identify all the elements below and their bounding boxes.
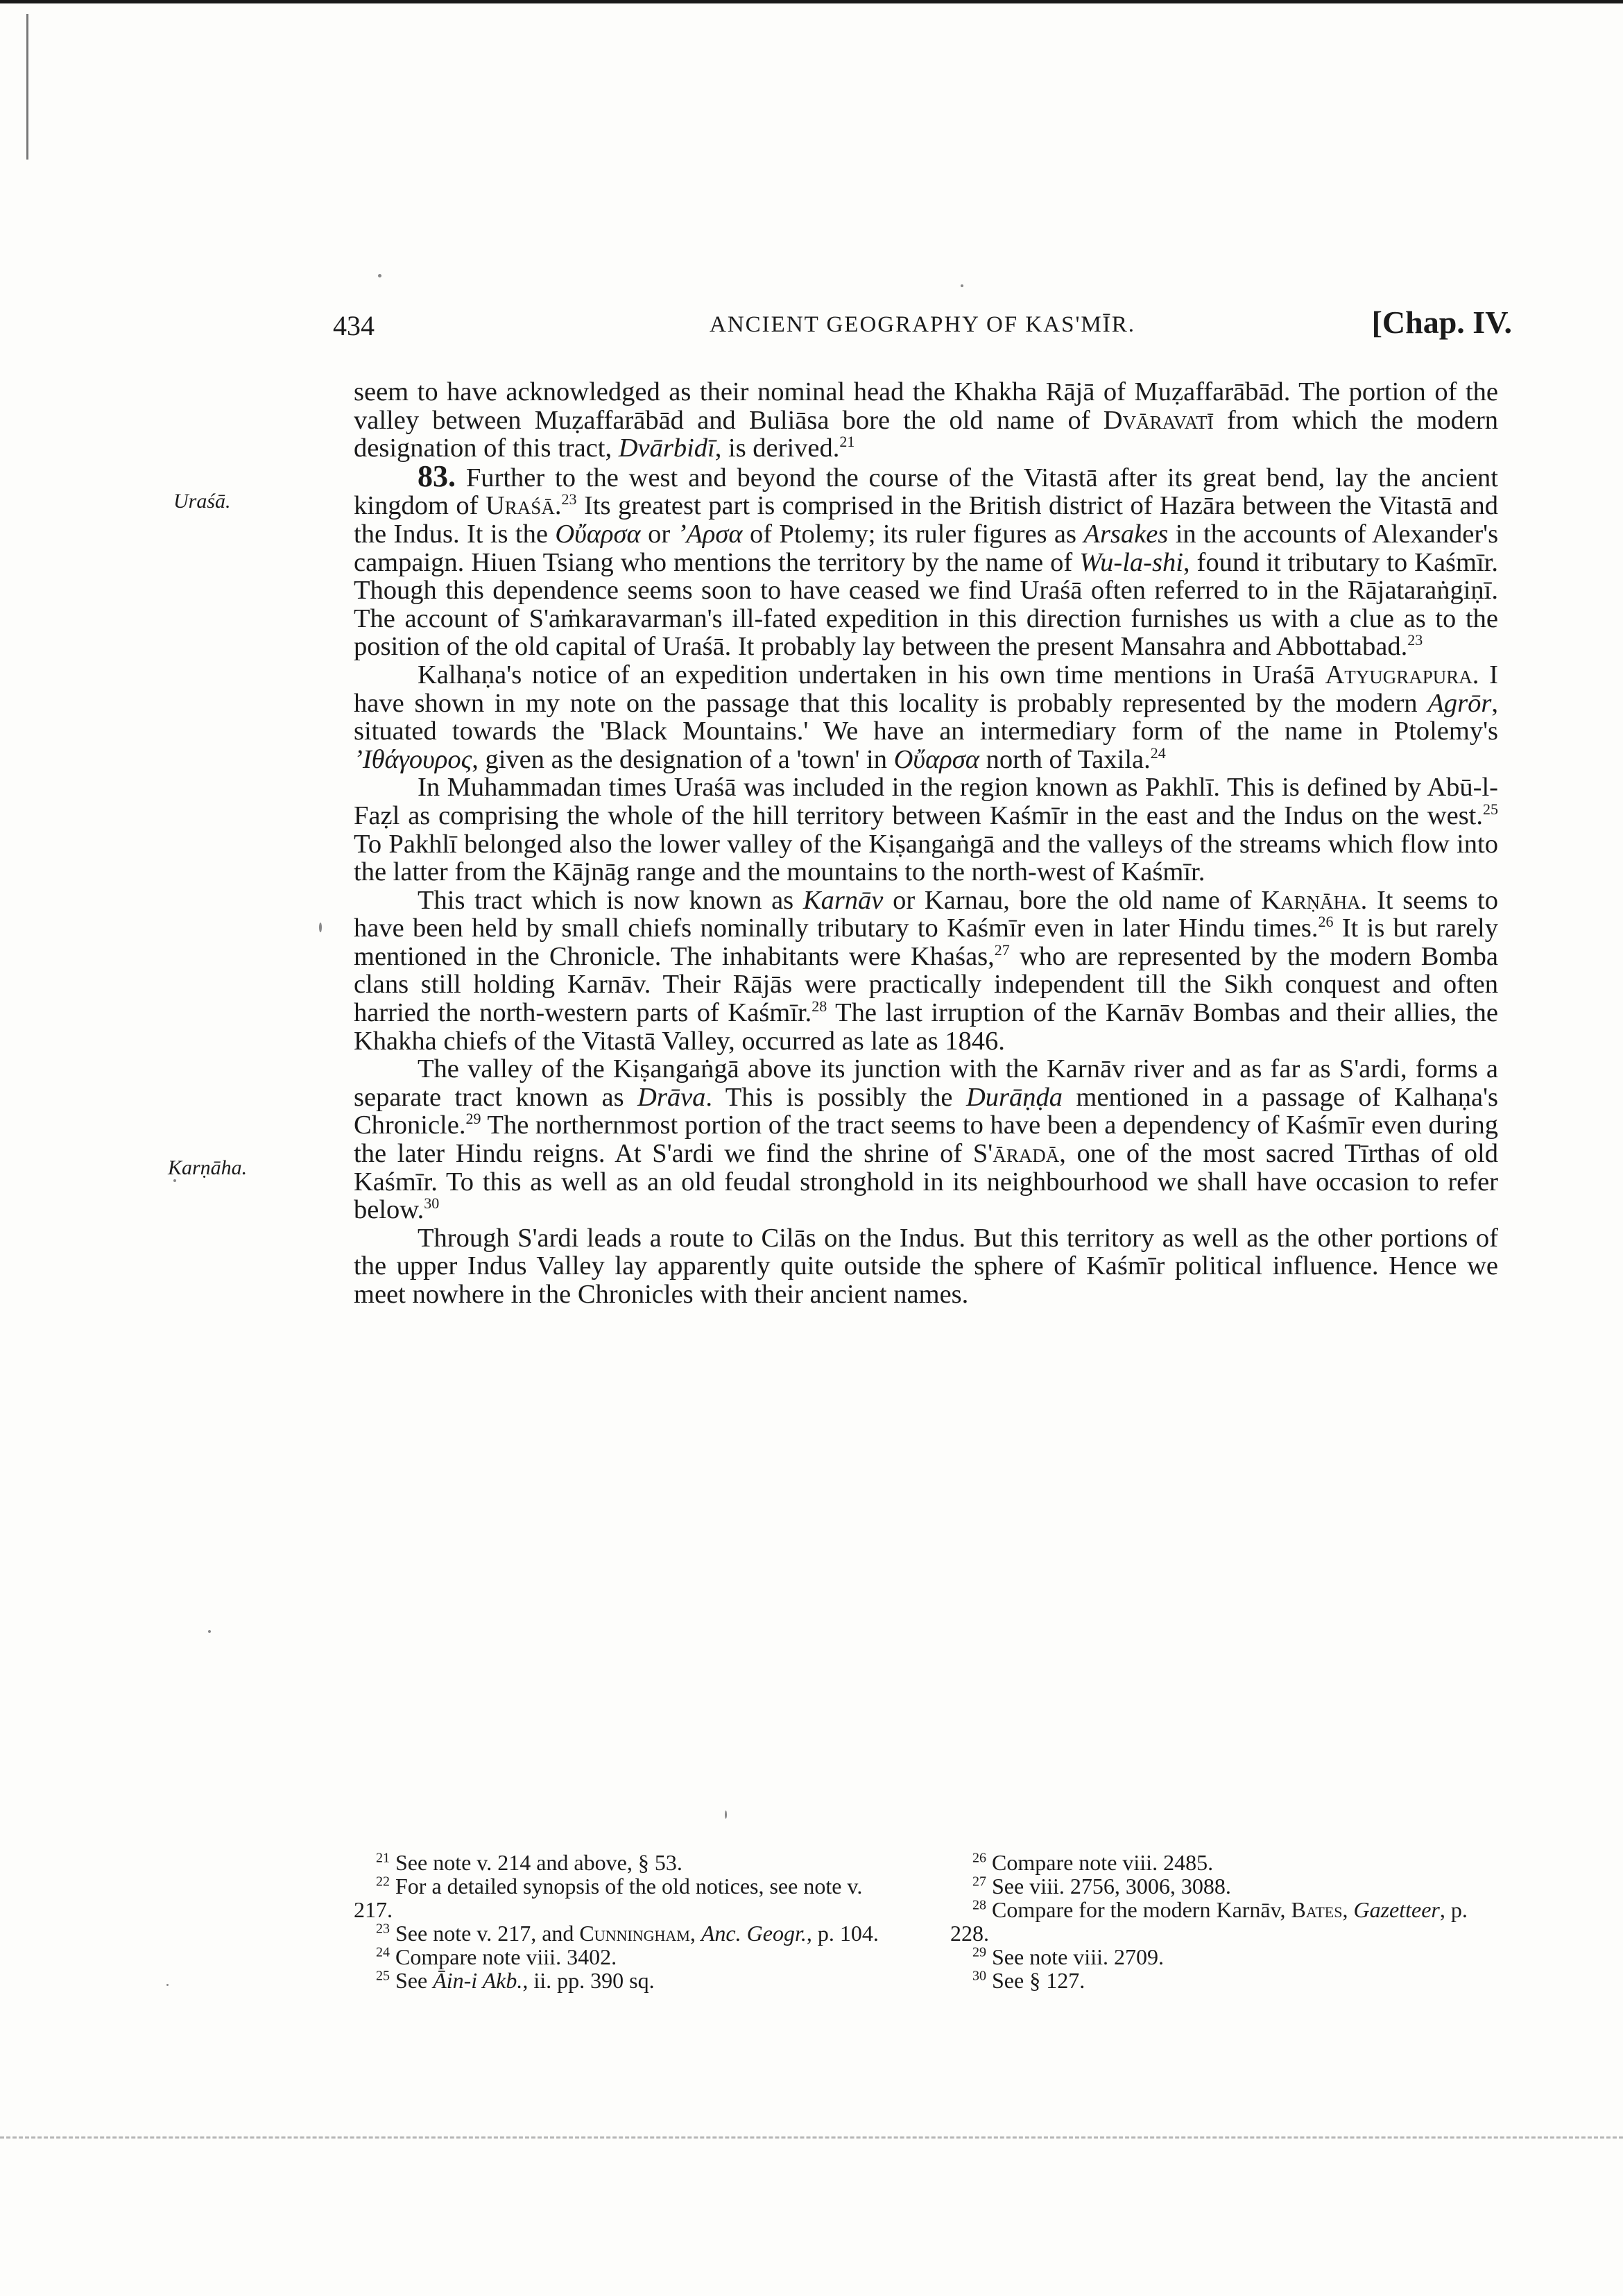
margin-note-karnaha: Karṇāha.: [168, 1156, 248, 1179]
running-title: ANCIENT GEOGRAPHY OF KAS'MĪR.: [710, 312, 1135, 337]
scan-speck: [725, 1810, 727, 1819]
footnotes-left-column: [354, 1851, 902, 1992]
paragraph-4: In Muhammadan times Uraśā was included in the region known as Pakhlī. This is defined by Abū-l-Faẓl as comprising the whole of the hill territory between Kaśmīr in the east and the Indus on the west.$^{25}$ To Pakhlī belonged also the lower valley of the Kiṣangaṅgā and the valleys of the streams which flow into the latter from the Kājnāg range and the mountains to the north-west of Kaśmīr.: [354, 773, 1498, 887]
page-number: 434: [333, 310, 375, 341]
paragraph-1: seem to have acknowledged as their nominal head the Khakha Rājā of Muẓaffarābād. The portion of the valley between Muẓaffarābād and Buliāsa bore the old name of Dvāravatī from which the modern designation of this tract, Dvārbidī, is derived.$^{21}$: [354, 377, 1499, 463]
scan-speck: [319, 923, 322, 932]
footnote-ref: 26: [1318, 913, 1334, 931]
footnotes-right-column: [950, 1851, 1498, 1992]
footnote-23: $^{23}$ See note v. 217, and Cunningham, Anc. Geogr., p. 104.: [376, 1921, 879, 1946]
footnote-26: $^{26}$ Compare note viii. 2485.: [972, 1850, 1214, 1875]
paragraph-5: This tract which is now known as Karnāv or Karnau, bore the old name of Karṇāha. It seems to have been held by small chiefs nominally tributary to Kaśmīr even in later Hindu times.$^{26}$ It is but rarely mentioned in the Chronicle. The inhabitants were Khaśas,$^{27}$ who are represented by the modern Bomba clans still holding Karnāv. Their Rājās were practically independent till the Sikh conquest and often harried the north-western parts of Kaśmīr.$^{28}$ The last irruption of the Karnāv Bombas and their allies, the Khakha chiefs of the Vitastā Valley, occurred as late as 1846.: [354, 885, 1499, 1056]
footnote-ref: 30: [424, 1194, 440, 1213]
paragraph-2: 83. Further to the west and beyond the course of the Vitastā after its great bend, lay the ancient kingdom of Uraśā.$^{23}$ Its greatest part is comprised in the British district of Hazāra between the Vitastā and the Indus. It is the Οὔαρσα or ʼΑρσα of Ptolemy; its ruler figures as Arsakes in the accounts of Alexander's campaign. Hiuen Tsiang who mentions the territory by the name of Wu-la-shi, found it tributary to Kaśmīr. Though this dependence seems soon to have ceased we find Uraśā often referred to in the Rājataraṅgiṇī. The account of S'aṁkaravarman's ill-fated expedition in this direction furnishes us with a clue as to the position of the old capital of Uraśā. It probably lay between the present Mansahra and Abbottabad.$^{23}$: [354, 459, 1499, 662]
footnote-22: $^{22}$ For a detailed synopsis of the old notices, see note v. 217.: [354, 1874, 863, 1922]
footnote-ref: 23: [1407, 631, 1423, 649]
chapter-label: [Chap. IV.: [1371, 305, 1512, 340]
scan-speck: [208, 1630, 211, 1633]
footnote-30: $^{30}$ See § 127.: [972, 1968, 1085, 1993]
main-text: [354, 378, 1498, 1309]
footnote-ref: 28: [812, 997, 827, 1016]
footnote-ref: 21: [839, 433, 855, 451]
paragraph-6: The valley of the Kiṣangaṅgā above its junction with the Karnāv river and as far as S'ardi, forms a separate tract known as Drāva. This is possibly the Durāṇḍa mentioned in a passage of Kalhaṇa's Chronicle.$^{29}$ The northernmost portion of the tract seems to have been a dependency of Kaśmīr even during the later Hindu reigns. At S'ardi we find the shrine of S'āradā, one of the most sacred Tīrthas of old Kaśmīr. To this as well as an old feudal stronghold in its neighbourhood we shall have occasion to refer below.$^{30}$: [354, 1054, 1499, 1225]
footnote-ref: 24: [1150, 744, 1166, 762]
footnote-ref: 25: [1483, 800, 1498, 819]
page-top-border: [0, 0, 1623, 3]
footnote-ref: 29: [465, 1110, 481, 1128]
footnote-28: $^{28}$ Compare for the modern Karnāv, Bates, Gazetteer, p. 228.: [950, 1897, 1468, 1946]
footnote-ref: 27: [994, 941, 1010, 959]
scan-speck: [166, 1984, 169, 1986]
footnote-24: $^{24}$ Compare note viii. 3402.: [376, 1944, 617, 1969]
footnote-27: $^{27}$ See viii. 2756, 3006, 3088.: [972, 1874, 1231, 1899]
paragraph-3: Kalhaṇa's notice of an expedition undertaken in his own time mentions in Uraśā Atyugrapura. I have shown in my note on the passage that this locality is probably represented by the modern Agrōr, situated towards the 'Black Mountains.' We have an intermediary form of the name in Ptolemy's ʼΙθάγουρος, given as the designation of a 'town' in Οὔαρσα north of Taxila.$^{24}$: [354, 660, 1498, 774]
scan-edge-mark: [26, 14, 28, 160]
scan-bottom-dashed-line: [0, 2136, 1623, 2139]
footnote-ref: 23: [561, 490, 577, 508]
paragraph-7: Through S'ardi leads a route to Cilās on the Indus. But this territory as well as the other portions of the upper Indus Valley lay apparently quite outside the sphere of Kaśmīr political influence. Hence we meet nowhere in the Chronicles with their ancient names.: [354, 1223, 1498, 1309]
section-number: 83.: [418, 459, 456, 493]
scan-speck: [378, 274, 381, 277]
margin-note-urasa: Uraśā.: [173, 490, 231, 513]
page-header: [333, 304, 1512, 352]
scan-speck: [961, 284, 963, 287]
footnote-21: $^{21}$ See note v. 214 and above, § 53.: [376, 1850, 682, 1875]
footnote-29: $^{29}$ See note viii. 2709.: [972, 1944, 1164, 1969]
footnote-25: $^{25}$ See Āin-i Akb., ii. pp. 390 sq.: [376, 1968, 655, 1993]
